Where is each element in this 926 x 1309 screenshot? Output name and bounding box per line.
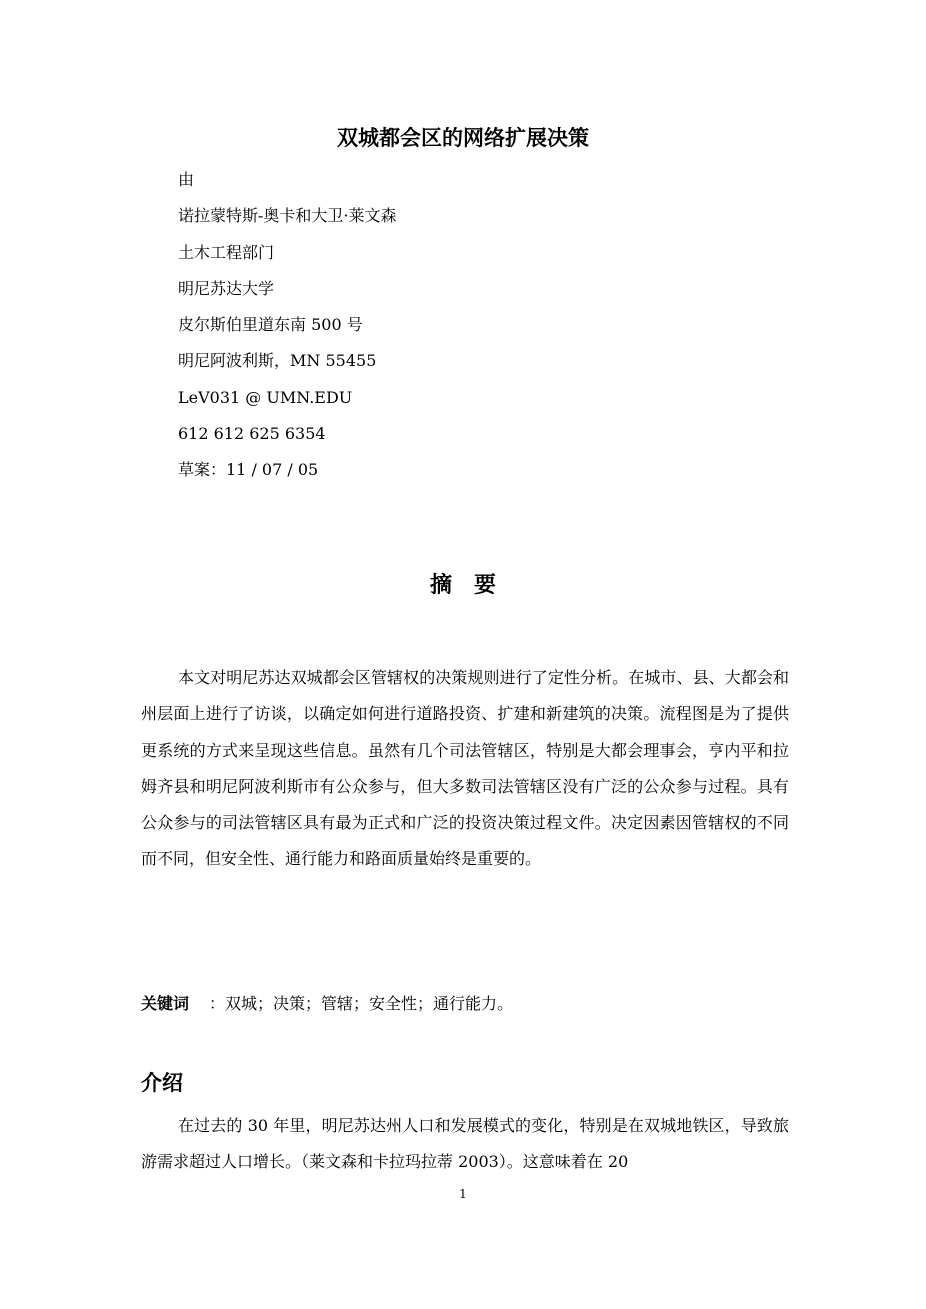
author-email: LeV031 @ UMN.EDU xyxy=(178,387,353,407)
author-department: 土木工程部门 xyxy=(178,242,275,262)
draft-date: 草案：11 / 07 / 05 xyxy=(178,460,319,480)
author-university: 明尼苏达大学 xyxy=(178,278,275,298)
author-city-state-zip: 明尼阿波利斯，MN 55455 xyxy=(178,351,377,371)
paper-title: 双城都会区的网络扩展决策 xyxy=(337,126,589,150)
introduction-heading: 介绍 xyxy=(141,1071,183,1095)
abstract-paragraph: 本文对明尼苏达双城都会区管辖权的决策规则进行了定性分析。在城市、县、大都会和州层面上进行了访谈，以确定如何进行道路投资、扩建和新建筑的决策。流程图是为了提供更系统的方式来呈现这些信息。虽然有几个司法管辖区，特别是大都会理事会，亨内平和拉姆齐县和明尼阿波利斯市有公众参与，但大多数司法管辖区没有广泛的公众参与过程。具有公众参与的司法管辖区具有最为正式和广泛的投资决策过程文件。决定因素因管辖权的不同而不同，但安全性、通行能力和路面质量始终是重要的。 xyxy=(141,668,789,869)
page-number: 1 xyxy=(459,1187,467,1201)
author-street-address: 皮尔斯伯里道东南 500 号 xyxy=(178,315,363,335)
author-block xyxy=(178,166,678,493)
abstract-heading: 摘要 xyxy=(429,573,518,598)
keywords-line xyxy=(141,990,789,1018)
keywords-label: 关键词 xyxy=(141,994,190,1013)
keywords-separator: ： xyxy=(209,994,226,1013)
keywords-text: 双城；决策；管辖；安全性；通行能力。 xyxy=(225,994,514,1013)
author-phone: 612 612 625 6354 xyxy=(178,424,326,444)
author-block-by: 由 xyxy=(178,170,195,189)
introduction-paragraph: 在过去的 30 年里，明尼苏达州人口和发展模式的变化，特别是在双城地铁区，导致旅游需求超过人口增长。（莱文森和卡拉玛拉蒂 2003）。这意味着在 20 xyxy=(141,1116,789,1172)
author-names: 诺拉蒙特斯-奥卡和大卫·莱文森 xyxy=(178,206,397,226)
